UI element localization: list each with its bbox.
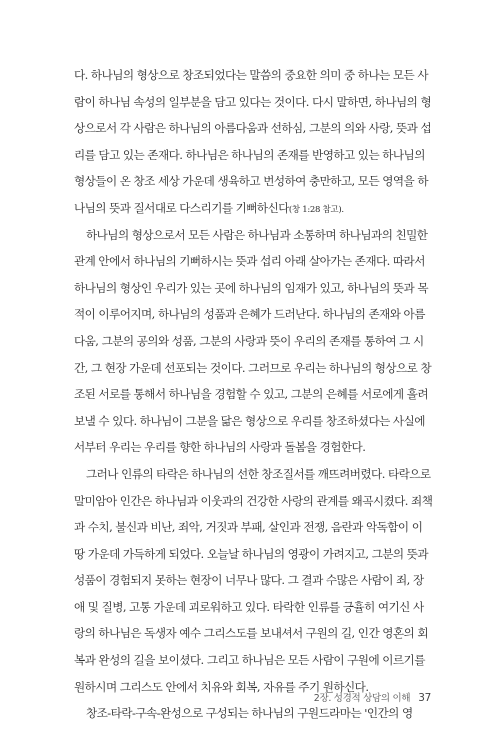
- text-line: 하나님의 형상으로서 모든 사람은 하나님과 소통하며 하나님과의 친밀한: [86, 227, 428, 242]
- text-line: 복과 완성의 길을 보이셨다. 그리고 하나님은 모든 사람이 구원에 이르기를: [74, 653, 425, 668]
- body-text: [74, 62, 434, 727]
- text-line: 다. 하나님의 형상으로 창조되었다는 말씀의 중요한 의미 중 하나는 모든 사: [74, 68, 428, 82]
- text-line: 그러나 인류의 타락은 하나님의 선한 창조질서를 깨뜨려버렸다. 타락으로: [86, 466, 431, 481]
- text-line: 애 및 질병, 고통 가운데 괴로워하고 있다. 타락한 인류를 긍휼히 여기신 사: [74, 599, 424, 614]
- text-line: 랑의 하나님은 독생자 예수 그리스도를 보내셔서 구원의 길, 인간 영혼의 회: [74, 626, 428, 641]
- text-line: 성품이 경험되지 못하는 현장이 너무나 많다. 그 결과 수많은 사람이 죄, 장: [74, 573, 424, 588]
- text-line: 형상들이 온 창조 세상 가운데 생육하고 번성하여 충만하고, 모든 영역을 하: [74, 174, 428, 189]
- text-line: 조된 서로를 통해서 하나님을 경험할 수 있고, 그분의 은혜를 서로에게 흘려: [74, 387, 428, 402]
- text-line: 하나님의 형상인 우리가 있는 곳에 하나님의 임재가 있고, 하나님의 뜻과 목: [74, 280, 428, 295]
- text-line: [74, 195, 434, 222]
- text-line: 창조-타락-구속-완성으로 구성되는 하나님의 구원드라마는 '인간의 영: [86, 706, 413, 721]
- scripture-reference: (창 1:28 참고).: [288, 204, 344, 215]
- page-footer: [0, 690, 431, 704]
- text-line: 람이 하나님 속성의 일부분을 담고 있다는 것이다. 다시 말하면, 하나님의 형: [74, 94, 432, 109]
- text-line: 관계 안에서 하나님의 기뻐하시는 뜻과 섭리 아래 살아가는 존재다. 따라서: [74, 254, 425, 269]
- text-line: 보낼 수 있다. 하나님이 그분을 닮은 형상으로 우리를 창조하셨다는 사실에: [74, 413, 425, 428]
- text-line-content: 나님의 뜻과 질서대로 다스리기를 기뻐하신다: [74, 200, 289, 215]
- text-line: 다움, 그분의 공의와 성품, 그분의 사랑과 뜻이 우리의 존재를 통하여 그 시: [74, 333, 424, 348]
- text-line: 원하시며 그리스도 안에서 치유와 회복, 자유를 주기 원하신다.: [74, 679, 369, 694]
- text-line: 말미암아 인간은 하나님과 이웃과의 건강한 사랑의 관계를 왜곡시켰다. 죄책: [74, 493, 433, 508]
- text-line: 서부터 우리는 우리를 향한 하나님의 사랑과 돌봄을 경험한다.: [74, 440, 366, 455]
- text-line: 간, 그 현장 가운데 선포되는 것이다. 그러므로 우리는 하나님의 형상으로 창: [74, 360, 432, 375]
- text-line: 리를 담고 있는 존재다. 하나님은 하나님의 존재를 반영하고 있는 하나님의: [74, 147, 425, 162]
- text-line: 상으로서 각 사람은 하나님의 아름다움과 선하심, 그분의 의와 사랑, 뜻과 섭: [74, 121, 432, 136]
- text-line: 땅 가운데 가득하게 되었다. 오늘날 하나님의 영광이 가려지고, 그분의 뜻과: [74, 546, 428, 561]
- running-head: 2장. 성경적 상담의 이해: [313, 693, 411, 704]
- page-number: 37: [418, 692, 431, 704]
- text-line: 적이 이루어지며, 하나님의 성품과 은혜가 드러난다. 하나님의 존재와 아름: [74, 307, 425, 322]
- text-line: 과 수치, 불신과 비난, 죄악, 거짓과 부패, 살인과 전쟁, 음란과 악독함이 이: [74, 520, 423, 535]
